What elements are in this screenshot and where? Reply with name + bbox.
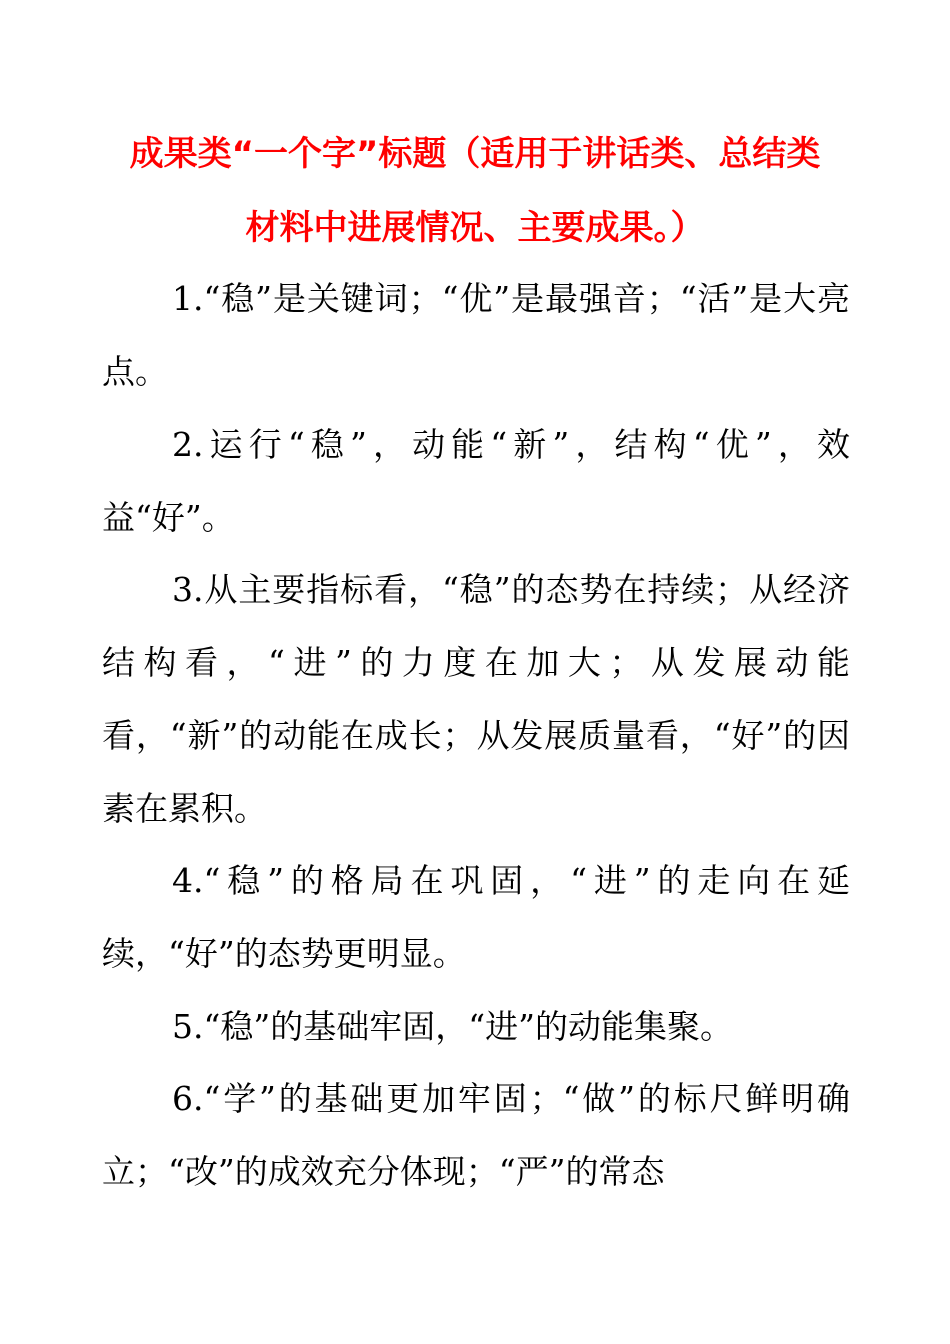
paragraph-4: 4.“稳”的格局在巩固，“进”的走向在延续，“好”的态势更明显。: [102, 861, 850, 973]
paragraph-3: 3.从主要指标看，“稳”的态势在持续；从经济结构看，“进”的力度在加大；从发展动能看，“新”的动能在成长；从发展质量看，“好”的因素在累积。: [102, 570, 850, 828]
paragraph-6: 6.“学”的基础更加牢固；“做”的标尺鲜明确立；“改”的成效充分体现；“严”的常态: [102, 1079, 850, 1191]
document-title-line-1: 成果类“一个字”标题（适用于讲话类、总结类: [129, 134, 821, 174]
paragraph-2: 2.运行“稳”，动能“新”，结构“优”，效益“好”。: [102, 425, 850, 537]
paragraph-1: 1.“稳”是关键词；“优”是最强音；“活”是大亮点。: [102, 279, 850, 391]
document-title-line-2: 材料中进展情况、主要成果。）: [245, 208, 705, 248]
paragraph-5: 5.“稳”的基础牢固，“进”的动能集聚。: [172, 1007, 733, 1046]
